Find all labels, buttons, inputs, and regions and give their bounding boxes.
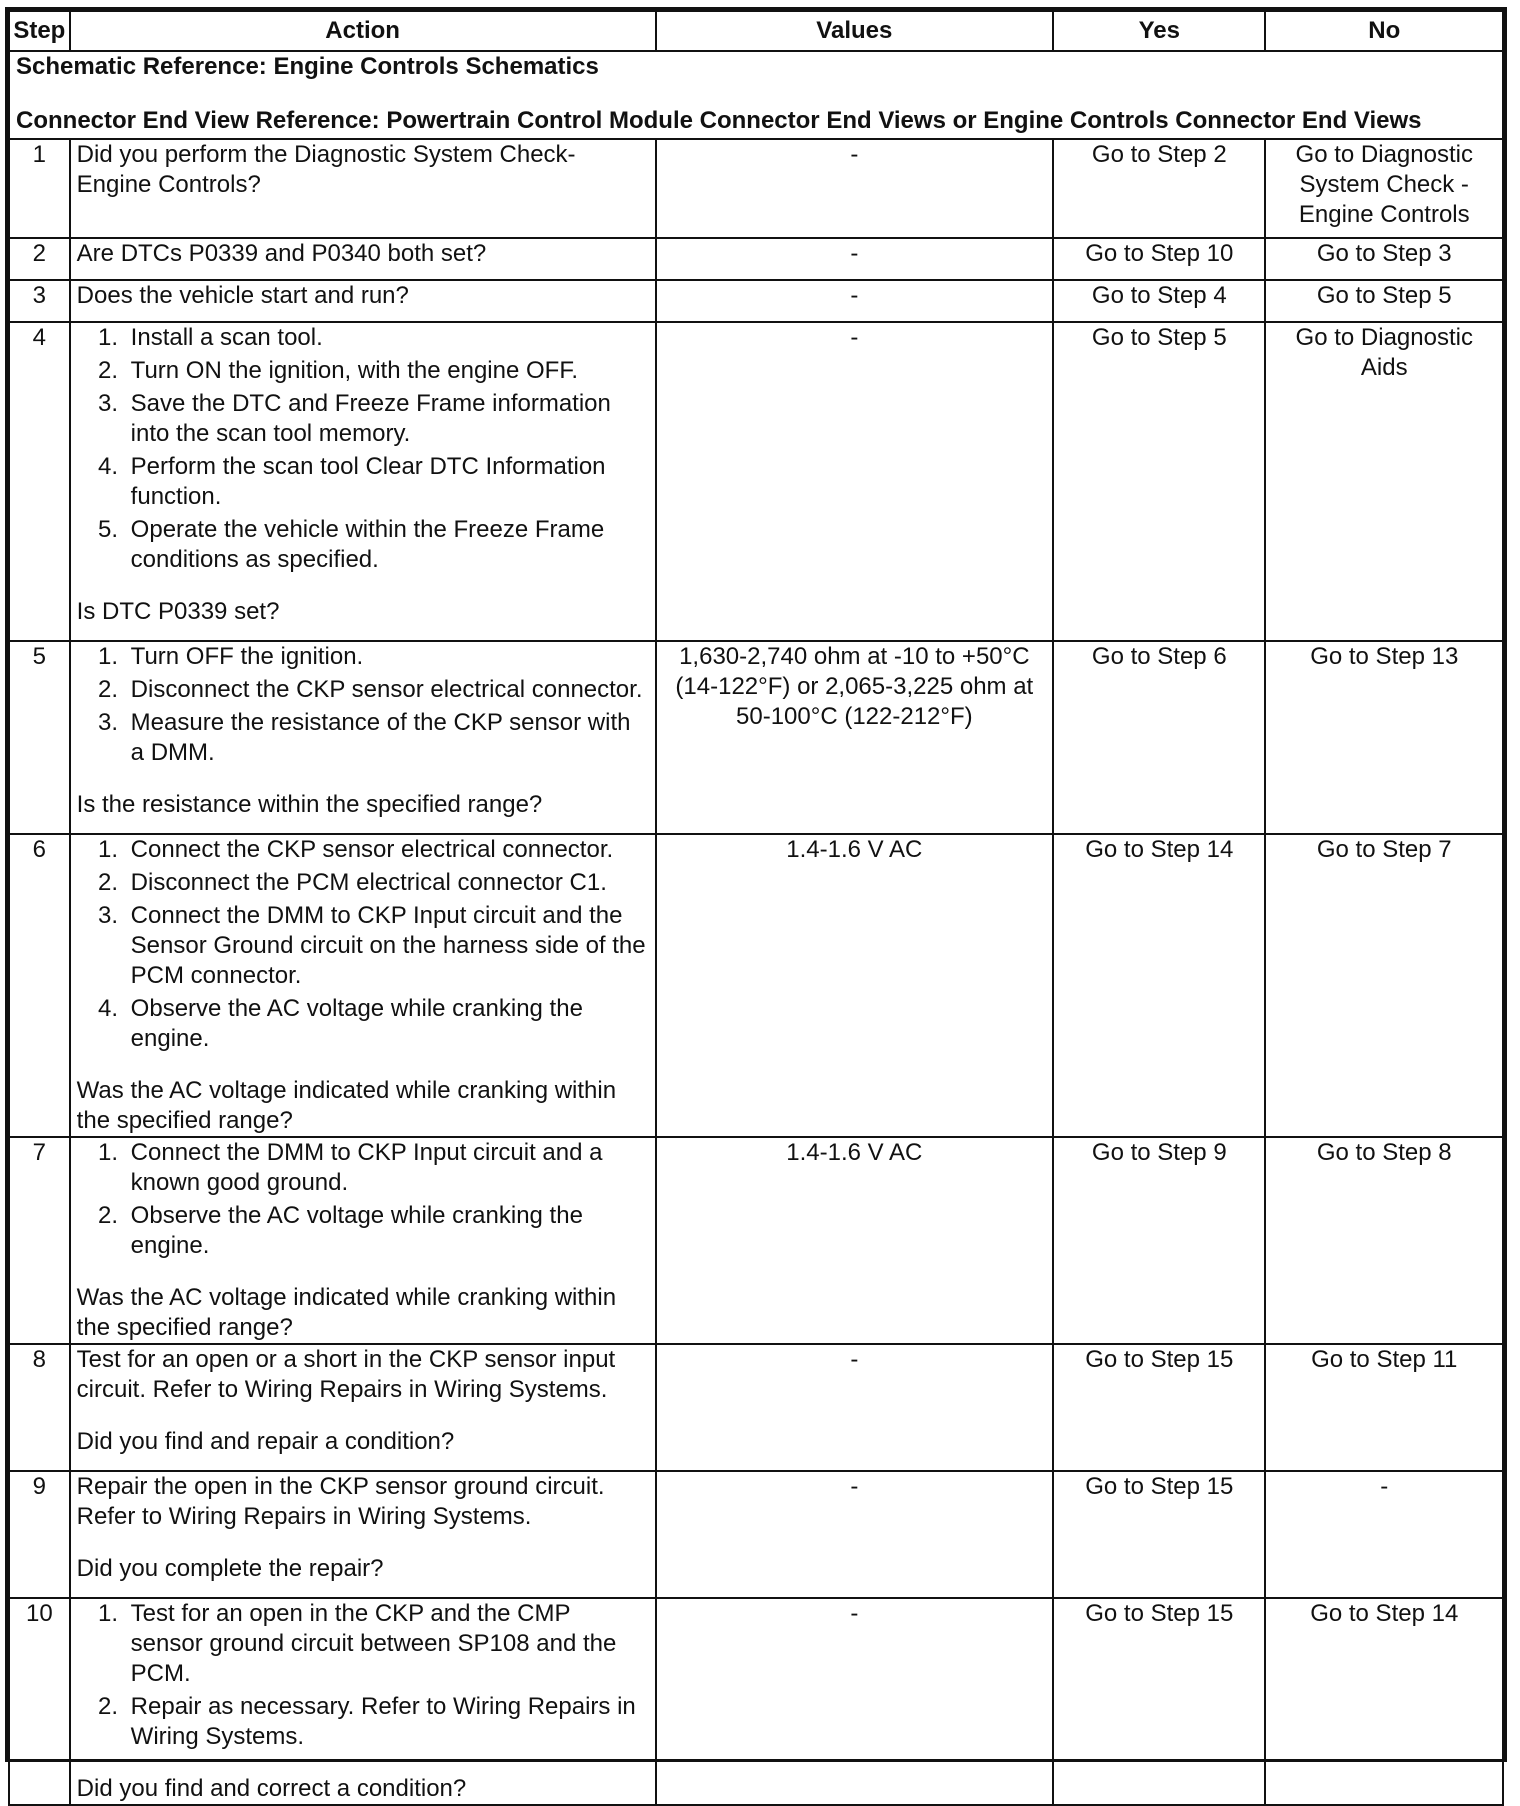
question-text: Did you complete the repair? bbox=[76, 1555, 384, 1582]
yes-cell: Go to Step 5 bbox=[1053, 322, 1265, 641]
action-cell bbox=[70, 139, 656, 238]
list-item: 2. Disconnect the PCM electrical connector C1. bbox=[125, 868, 649, 898]
no-cell: Go to Step 14 bbox=[1265, 1598, 1503, 1805]
action-cell bbox=[70, 1471, 656, 1598]
table-row bbox=[9, 834, 1503, 1137]
action-cell bbox=[70, 834, 656, 1137]
question-text: Did you find and correct a condition? bbox=[76, 1775, 467, 1802]
list-item: 1. Turn OFF the ignition. bbox=[125, 642, 649, 672]
table-row bbox=[9, 641, 1503, 834]
list-item: 2. Disconnect the CKP sensor electrical connector. bbox=[125, 675, 649, 705]
values-cell: 1.4-1.6 V AC bbox=[656, 834, 1054, 1137]
list-item: 3. Save the DTC and Freeze Frame information into the scan tool memory. bbox=[125, 389, 649, 449]
step-number: 4 bbox=[9, 322, 70, 641]
list-item: 4. Observe the AC voltage while cranking the engine. bbox=[125, 994, 649, 1054]
no-cell: Go to Step 5 bbox=[1265, 280, 1503, 322]
no-cell: Go to Step 13 bbox=[1265, 641, 1503, 834]
reference-cell bbox=[9, 51, 1503, 139]
reference-row bbox=[9, 51, 1503, 139]
instruction-list bbox=[77, 1599, 649, 1752]
list-item: 1. Test for an open in the CKP and the CMP sensor ground circuit between SP108 and the PCM. bbox=[125, 1599, 649, 1689]
list-item: 3. Connect the DMM to CKP Input circuit and the Sensor Ground circuit on the harness side of the PCM connector. bbox=[125, 901, 649, 991]
values-cell: - bbox=[656, 1471, 1054, 1598]
list-item: 2. Repair as necessary. Refer to Wiring Repairs in Wiring Systems. bbox=[125, 1692, 649, 1752]
question-text: Is DTC P0339 set? bbox=[76, 598, 280, 625]
instruction-list bbox=[77, 1138, 649, 1261]
step-number: 9 bbox=[9, 1471, 70, 1598]
step-number: 10 bbox=[9, 1598, 70, 1805]
action-text: Repair the open in the CKP sensor ground circuit. Refer to Wiring Repairs in Wiring Systems. bbox=[76, 1473, 605, 1530]
yes-cell: Go to Step 9 bbox=[1053, 1137, 1265, 1344]
step-number: 6 bbox=[9, 834, 70, 1137]
yes-cell: Go to Step 15 bbox=[1053, 1598, 1265, 1805]
table-row bbox=[9, 1471, 1503, 1598]
values-cell: - bbox=[656, 322, 1054, 641]
no-cell: Go to Diagnostic Aids bbox=[1265, 322, 1503, 641]
yes-cell: Go to Step 15 bbox=[1053, 1344, 1265, 1471]
action-text: Test for an open or a short in the CKP sensor input circuit. Refer to Wiring Repairs in Wiring Systems. bbox=[76, 1346, 616, 1403]
yes-cell: Go to Step 14 bbox=[1053, 834, 1265, 1137]
no-cell: - bbox=[1265, 1471, 1503, 1598]
list-item: 1. Connect the DMM to CKP Input circuit and a known good ground. bbox=[125, 1138, 649, 1198]
yes-cell: Go to Step 15 bbox=[1053, 1471, 1265, 1598]
no-cell: Go to Step 7 bbox=[1265, 834, 1503, 1137]
action-cell bbox=[70, 1137, 656, 1344]
table-row bbox=[9, 139, 1503, 238]
table-row bbox=[9, 280, 1503, 322]
list-item: 2. Observe the AC voltage while cranking the engine. bbox=[125, 1201, 649, 1261]
header-step: Step bbox=[9, 11, 70, 51]
header-values: Values bbox=[656, 11, 1054, 51]
list-item: 2. Turn ON the ignition, with the engine OFF. bbox=[125, 356, 649, 386]
action-cell bbox=[70, 641, 656, 834]
step-number: 7 bbox=[9, 1137, 70, 1344]
action-text: Does the vehicle start and run? bbox=[76, 282, 409, 309]
list-item: 4. Perform the scan tool Clear DTC Information function. bbox=[125, 452, 649, 512]
values-cell: 1.4-1.6 V AC bbox=[656, 1137, 1054, 1344]
values-cell: 1,630-2,740 ohm at -10 to +50°C (14-122°F) or 2,065-3,225 ohm at 50-100°C (122-212°F) bbox=[656, 641, 1054, 834]
step-number: 3 bbox=[9, 280, 70, 322]
action-cell bbox=[70, 280, 656, 322]
no-cell: Go to Step 3 bbox=[1265, 238, 1503, 280]
diagnostic-table-page bbox=[5, 7, 1507, 1802]
no-cell: Go to Step 11 bbox=[1265, 1344, 1503, 1471]
header-row bbox=[9, 11, 1503, 51]
question-text: Was the AC voltage indicated while cranking within the specified range? bbox=[76, 1077, 617, 1134]
table-row bbox=[9, 1598, 1503, 1805]
list-item: 1. Connect the CKP sensor electrical connector. bbox=[125, 835, 649, 865]
values-cell: - bbox=[656, 238, 1054, 280]
values-cell: - bbox=[656, 139, 1054, 238]
action-text: Are DTCs P0339 and P0340 both set? bbox=[76, 240, 487, 267]
connector-reference: Connector End View Reference: Powertrain Control Module Connector End Views or Engine Controls Connector End Views bbox=[16, 107, 1422, 134]
table-row bbox=[9, 1137, 1503, 1344]
list-item: 5. Operate the vehicle within the Freeze Frame conditions as specified. bbox=[125, 515, 649, 575]
no-cell: Go to Step 8 bbox=[1265, 1137, 1503, 1344]
values-cell: - bbox=[656, 1598, 1054, 1805]
action-cell bbox=[70, 322, 656, 641]
table-row bbox=[9, 322, 1503, 641]
diagnostic-table bbox=[8, 10, 1504, 1806]
no-cell: Go to Diagnostic System Check - Engine Controls bbox=[1265, 139, 1503, 238]
step-number: 5 bbox=[9, 641, 70, 834]
instruction-list bbox=[77, 835, 649, 1054]
instruction-list bbox=[77, 642, 649, 768]
question-text: Is the resistance within the specified range? bbox=[76, 791, 543, 818]
schematic-reference: Schematic Reference: Engine Controls Schematics bbox=[16, 53, 599, 80]
header-yes: Yes bbox=[1053, 11, 1265, 51]
action-cell bbox=[70, 238, 656, 280]
action-cell bbox=[70, 1598, 656, 1805]
action-text: Did you perform the Diagnostic System Check-Engine Controls? bbox=[76, 141, 576, 198]
step-number: 2 bbox=[9, 238, 70, 280]
yes-cell: Go to Step 10 bbox=[1053, 238, 1265, 280]
instruction-list bbox=[77, 323, 649, 575]
yes-cell: Go to Step 4 bbox=[1053, 280, 1265, 322]
yes-cell: Go to Step 6 bbox=[1053, 641, 1265, 834]
values-cell: - bbox=[656, 1344, 1054, 1471]
table-row bbox=[9, 1344, 1503, 1471]
step-number: 1 bbox=[9, 139, 70, 238]
list-item: 1. Install a scan tool. bbox=[125, 323, 649, 353]
header-action: Action bbox=[70, 11, 656, 51]
step-number: 8 bbox=[9, 1344, 70, 1471]
table-row bbox=[9, 238, 1503, 280]
header-no: No bbox=[1265, 11, 1503, 51]
question-text: Did you find and repair a condition? bbox=[76, 1428, 455, 1455]
action-cell bbox=[70, 1344, 656, 1471]
values-cell: - bbox=[656, 280, 1054, 322]
yes-cell: Go to Step 2 bbox=[1053, 139, 1265, 238]
question-text: Was the AC voltage indicated while cranking within the specified range? bbox=[76, 1284, 617, 1341]
list-item: 3. Measure the resistance of the CKP sensor with a DMM. bbox=[125, 708, 649, 768]
